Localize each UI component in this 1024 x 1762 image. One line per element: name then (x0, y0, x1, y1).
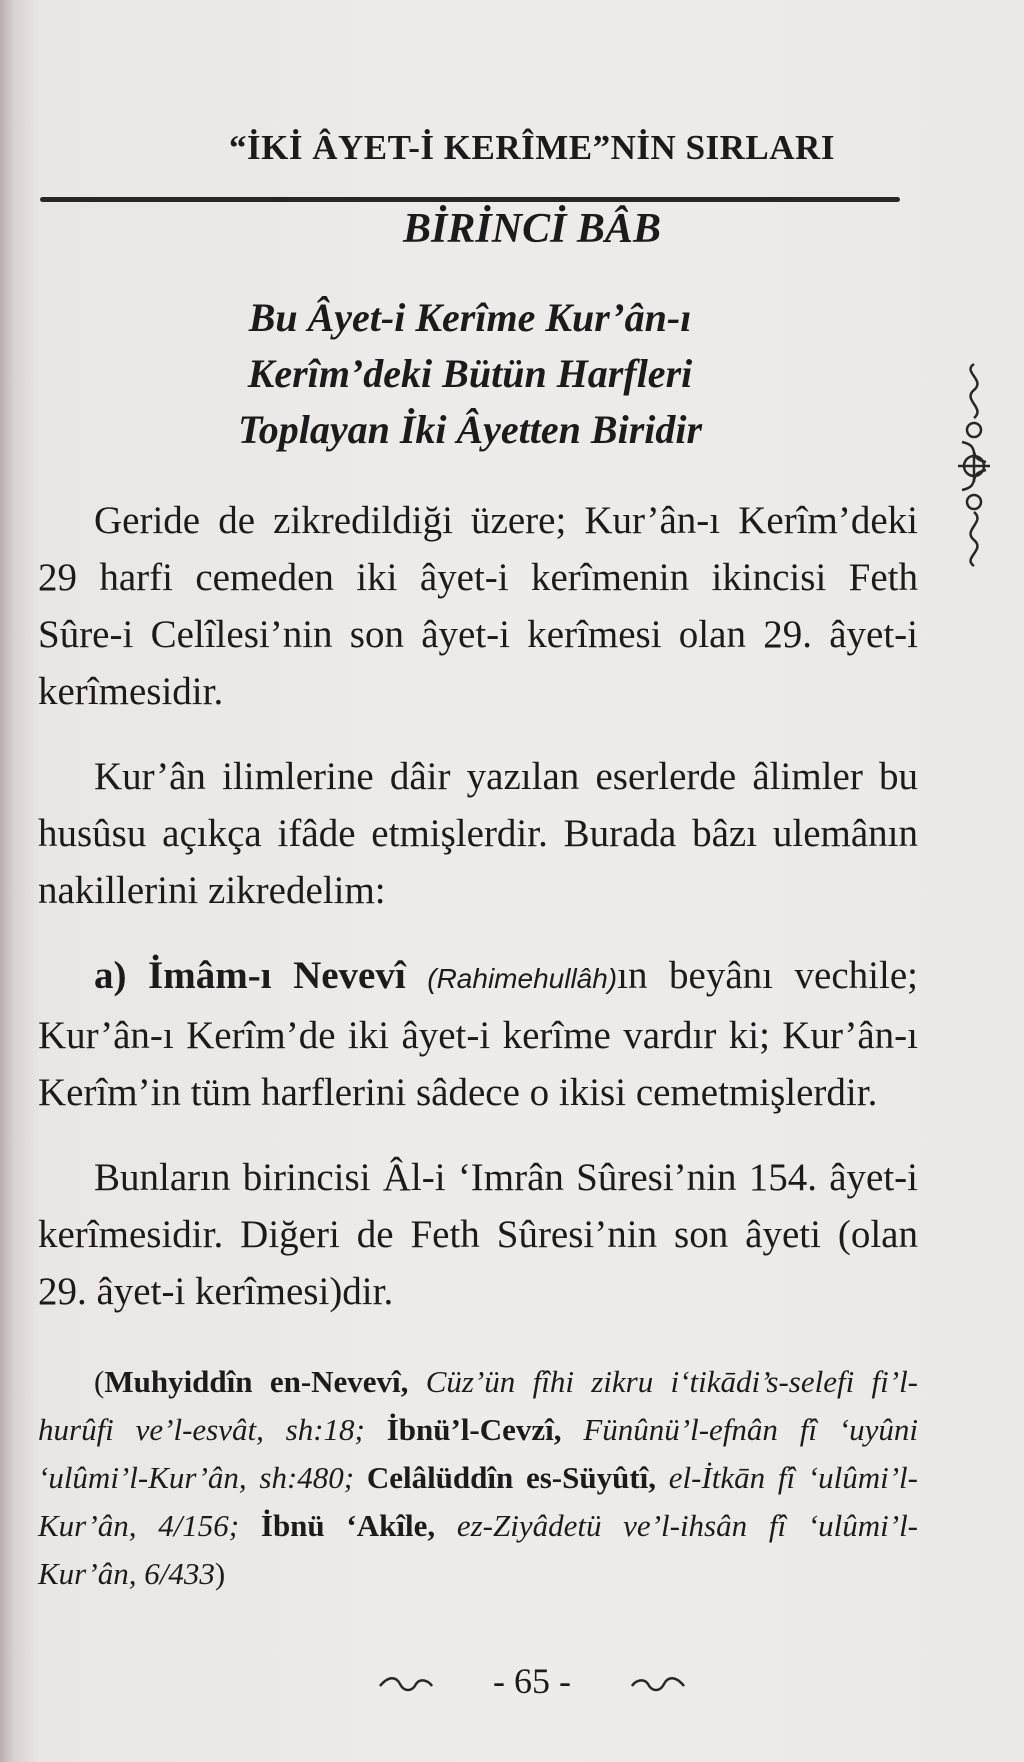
paragraph: Bunların birincisi Âl-i ‘Imrân Sûresi’nin 154. âyet-i kerîmesidir. Diğeri de Feth Sûresi’nin son âyeti (olan 29. âyet-i kerîmesi)dir. (38, 1156, 918, 1313)
subtitle-line: Kerîm’deki Bütün Harfleri (247, 351, 693, 396)
chapter-title: BİRİNCİ BÂB (403, 206, 661, 252)
paragraph: Kur’ân ilimlerine dâir yazılan eserlerde âlimler bu husûsu açıkça ifâde etmişlerdir. Burada bâzı ulemânın nakillerini zikredelim: (38, 755, 918, 912)
honorific: (Rahimehullâh) (427, 963, 618, 994)
ref-work: el-İtkān fî ‘ulûmi’l-Kur’ân, 4/156; (38, 1460, 918, 1543)
main-text (38, 492, 918, 1348)
paragraph (38, 947, 918, 1121)
ref-author: Muhyiddîn en-Nevevî, (104, 1364, 409, 1399)
ref-author: İbnü’l-Cevzî, (386, 1412, 562, 1447)
running-header: “İKİ ÂYET-İ KERÎME”NİN SIRLARI (229, 128, 835, 167)
header-rule (40, 197, 900, 202)
subtitle-line: Toplayan İki Âyetten Biridir (237, 407, 703, 452)
ref-work: Fünûnü’l-efnân fî ‘uyûni ‘ulûmi’l-Kur’ân, sh:480; (38, 1412, 918, 1495)
page-number: - 65 - (493, 1661, 571, 1701)
right-swirl-icon (630, 1674, 686, 1696)
paragraph-text: ın beyânı vechile; Kur’ân-ı Kerîm’de iki âyet-i kerîme vardır ki; Kur’ân-ı Kerîm’in tüm harflerini sâdece o ikisi cemetmişlerdir. (38, 954, 918, 1114)
subtitle-line: Bu Âyet-i Kerîme Kur’ân-ı (248, 295, 692, 340)
ref-author: Celâlüddîn es-Süyûtî, (366, 1460, 657, 1495)
paragraph: Geride de zikredildiği üzere; Kur’ân-ı Kerîm’deki 29 harfi cemeden iki âyet-i kerîmenin ikincisi Feth Sûre-i Celîlesi’nin son âyet-i kerîmesi olan 29. âyet-i kerîmesidir. (38, 499, 918, 713)
left-swirl-icon (378, 1674, 434, 1696)
chapter-subtitle (40, 290, 900, 458)
ref-work: Cüz’ün fîhi zikru i‘tikādi’s-selefi fi’l-hurûfi ve’l-esvât, sh:18; (38, 1364, 919, 1447)
references: (Muhyiddîn en-Nevevî, Cüz’ün fîhi zikru i‘tikādi’s-selefi fi’l-hurûfi ve’l-esvât, sh:18; İbnü’l-Cevzî, Fünûnü’l-efnân fî ‘uyûni ‘ulûmi’l-Kur’ân, sh:480; Celâlüddîn es-Süyûtî, el-İtkān fî ‘ulûmi’l-Kur’ân, 4/156; İbnü ‘Akîle, ez-Ziyâdetü ve’l-ihsân fî ‘ulûmi’l-Kur’ân, 6/433) (38, 1364, 919, 1591)
side-ornament-icon (952, 360, 996, 570)
ref-author: İbnü ‘Akîle, (260, 1508, 436, 1543)
ref-work: ez-Ziyâdetü ve’l-ihsân fî ‘ulûmi’l-Kur’ân, 6/433 (38, 1508, 919, 1591)
item-label: a) İmâm-ı Nevevî (94, 954, 406, 997)
page-footer (0, 1660, 1024, 1702)
